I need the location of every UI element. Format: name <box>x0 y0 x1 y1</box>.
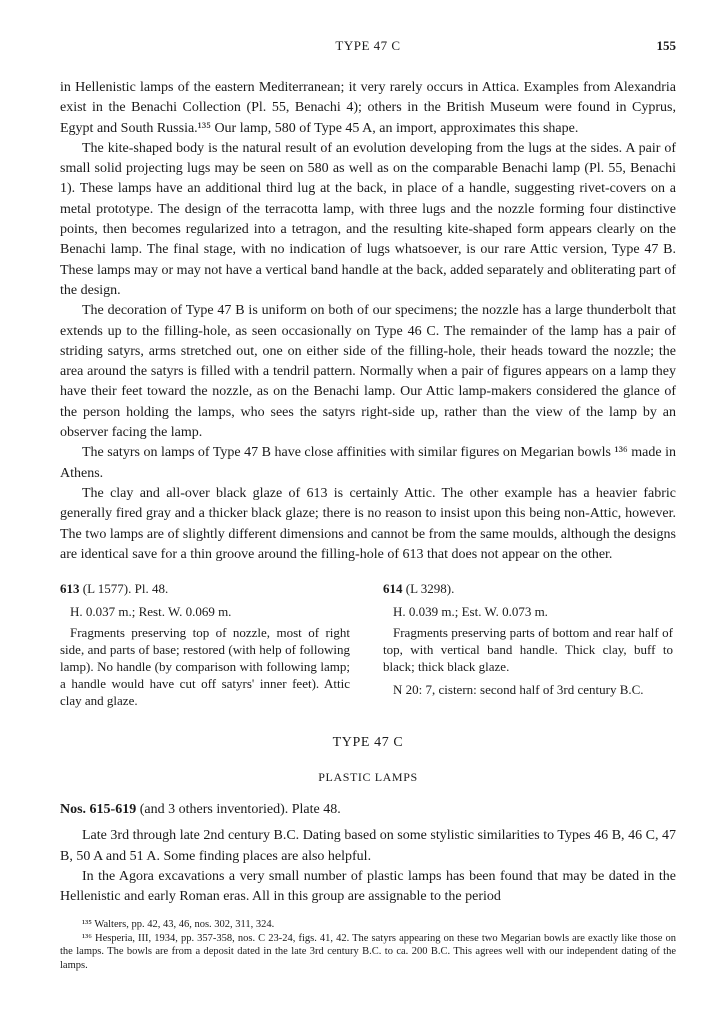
body-text <box>60 78 676 565</box>
section-heading: TYPE 47 C <box>332 735 404 750</box>
entry-heading <box>383 580 673 597</box>
entry-heading <box>60 580 350 597</box>
entry-description: Fragments preserving top of nozzle, most of right side, and parts of base; restored (with help of following lamp). No handle (by comparison with following lamp; a handle would have cut off satyrs' inner feet). Attic clay and glaze. <box>60 625 350 708</box>
page-number: 155 <box>656 38 676 53</box>
section-subheading: PLASTIC LAMPS <box>318 770 418 784</box>
footnotes <box>60 918 676 972</box>
entry-dimensions: H. 0.037 m.; Rest. W. 0.069 m. <box>70 604 232 619</box>
running-title: TYPE 47 C <box>335 38 401 53</box>
catalogue-entry <box>383 580 673 698</box>
paragraph: The satyrs on lamps of Type 47 B have close affinities with similar figures on Megarian bowls ¹³⁶ made in Athens. <box>60 445 676 481</box>
paragraph: In the Agora excavations a very small number of plastic lamps has been found that may be dated in the Hellenistic and early Roman eras. All in this group are assignable to the period <box>60 868 676 905</box>
paragraph: The kite-shaped body is the natural result of an evolution developing from the lugs at the sides. A pair of small solid projecting lugs may be seen on 580 as well as on the comparable Benachi lamp (Pl. 55, Benachi 1). These lamps have an additional third lug at the back, in place of a handle, suggesting rivet-covers on a metal prototype. The design of the terracotta lamp, with three lugs and the nozzle forming four distinctive points, then becomes regularized into a tetragon, and the resulting kite-shaped form appears clearly on the Benachi lamp. The final stage, with no indication of lugs whatsoever, is our rare Attic version, Type 47 B. These lamps may or may not have a vertical band handle at the back, added separately and obliterating part of the design. <box>60 140 676 298</box>
catalogue-entry <box>60 580 350 709</box>
entry-heading-rest: (L 3298). <box>402 581 455 596</box>
entry-dimensions: H. 0.039 m.; Est. W. 0.073 m. <box>393 604 548 619</box>
paragraph: in Hellenistic lamps of the eastern Mediterranean; it very rarely occurs in Attica. Examples from Alexandria exist in the Benachi Collection (Pl. 55, Benachi 4); others in the British Museum were found in Cyprus, Egypt and South Russia.¹³⁵ Our lamp, 580 of Type 45 A, an import, approximates this shape. <box>60 80 676 136</box>
paragraph: The decoration of Type 47 B is uniform on both of our specimens; the nozzle has a large thunderbolt that extends up to the filling-hole, as seen occasionally on Type 46 C. The remainder of the lamp has a pair of striding satyrs, arms stretched out, one on either side of the filling-hole, their heads toward the nozzle; the area around the satyrs is filled with a tendril pattern. Normally when a pair of figures appears on a lamp they have their feet toward the nozzle, as on the Benachi lamp. Our Attic lamp-makers considered the glance of the person holding the lamps, who sees the satyrs right-side up, rather than the view of the lamp by an observer facing the lamp. <box>60 303 676 441</box>
paragraph: Late 3rd through late 2nd century B.C. Dating based on some stylistic similarities to Types 46 B, 46 C, 47 B, 50 A and 51 A. Some finding places are also helpful. <box>60 828 676 864</box>
entry-heading-rest: (L 1577). Pl. 48. <box>79 581 169 596</box>
entry-findspot: N 20: 7, cistern: second half of 3rd century B.C. <box>393 682 644 697</box>
paragraph: The clay and all-over black glaze of 613 is certainly Attic. The other example has a heavier fabric generally fired gray and a thicker black glaze; there is no reason to insist upon this being non-Attic, however. The two lamps are of slightly different dimensions and cannot be from the same moulds, although the designs are identical save for a thin groove around the filling-hole of 613 that does not appear on the other. <box>60 485 676 562</box>
nos-line <box>60 800 676 820</box>
entry-number: 614 <box>383 581 403 596</box>
nos-rest: (and 3 others inventoried). Plate 48. <box>136 802 341 817</box>
running-header <box>60 38 676 56</box>
footnote: ¹³⁶ Hesperia, III, 1934, pp. 357-358, nos. C 23-24, figs. 41, 42. The satyrs appearing on these two Megarian bowls are exactly like those on the lamps. The bowls are from a deposit dated in the late 3rd century B.C. to ca. 200 B.C. This agrees well with our independent dating of the lamps. <box>60 932 676 971</box>
section-body <box>60 800 676 907</box>
entry-description: Fragments preserving parts of bottom and rear half of top, with vertical band handle. Thick clay, buff to black; thick black glaze. <box>383 625 673 674</box>
footnote: ¹³⁵ Walters, pp. 42, 43, 46, nos. 302, 311, 324. <box>82 919 275 930</box>
nos-label: Nos. 615-619 <box>60 802 137 817</box>
entry-number: 613 <box>60 581 80 596</box>
